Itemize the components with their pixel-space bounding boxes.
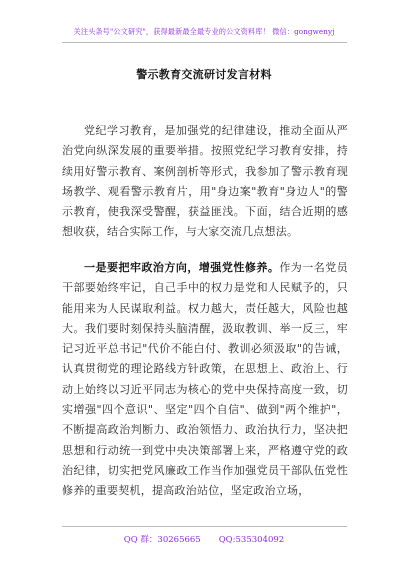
paragraph-point-one-lead: 一是要把牢政治方向，增强党性修养。: [84, 261, 280, 274]
header-divider: [62, 42, 347, 43]
paragraph-point-one-body: 作为一名党员干部要始终牢记，自己手中的权力是党和人民赋予的，只能用来为人民谋取利益。权力越大，责任越大，风险也越大。我们要时刻保持头脑清醒，汲取教训、举一反三，牢记习近平总书记"代价不能白付、教训必须汲取"的告诫，认真贯彻党的理论路线方针政策，在思想上、政治上、行动上始终以习近平同志为核心的党中央保持高度一致，切实增强"四个意识"、坚定"四个自信"、做到"两个维护"，不断提高政治判断力、政治领悟力、政治执行力，坚决把思想和行动统一到党中央决策部署上来，严格遵守党的政治纪律，切实把党风廉政工作当作加强党员干部队伍党性修养的重要契机，提高政治站位，坚定政治立场，: [62, 261, 349, 498]
footer-contacts: [0, 533, 408, 545]
paragraph-point-one: [62, 258, 348, 502]
footer-qq-number: QQ:535304092: [218, 535, 285, 545]
footer-qq-group: QQ 群：30265665: [123, 535, 201, 545]
header-banner: 关注头条号"公文研究"，获得最新最全最专业的公文资料库！ 微信：gongwenyj: [73, 27, 335, 36]
footer-divider: [62, 526, 347, 527]
paragraph-intro: 党纪学习教育，是加强党的纪律建设，推动全面从严治党向纵深发展的重要举措。按照党纪学习教育安排，持续用好警示教育、案例剖析等形式，我参加了警示教育现场教学、观看警示教育片，用"身边案"教育"身边人"的警示教育，使我深受警醒，获益匪浅。下面，结合近期的感想收获，结合实际工作，与大家交流几点想法。: [62, 124, 348, 239]
document-title: 警示教育交流研讨发言材料: [136, 68, 272, 81]
